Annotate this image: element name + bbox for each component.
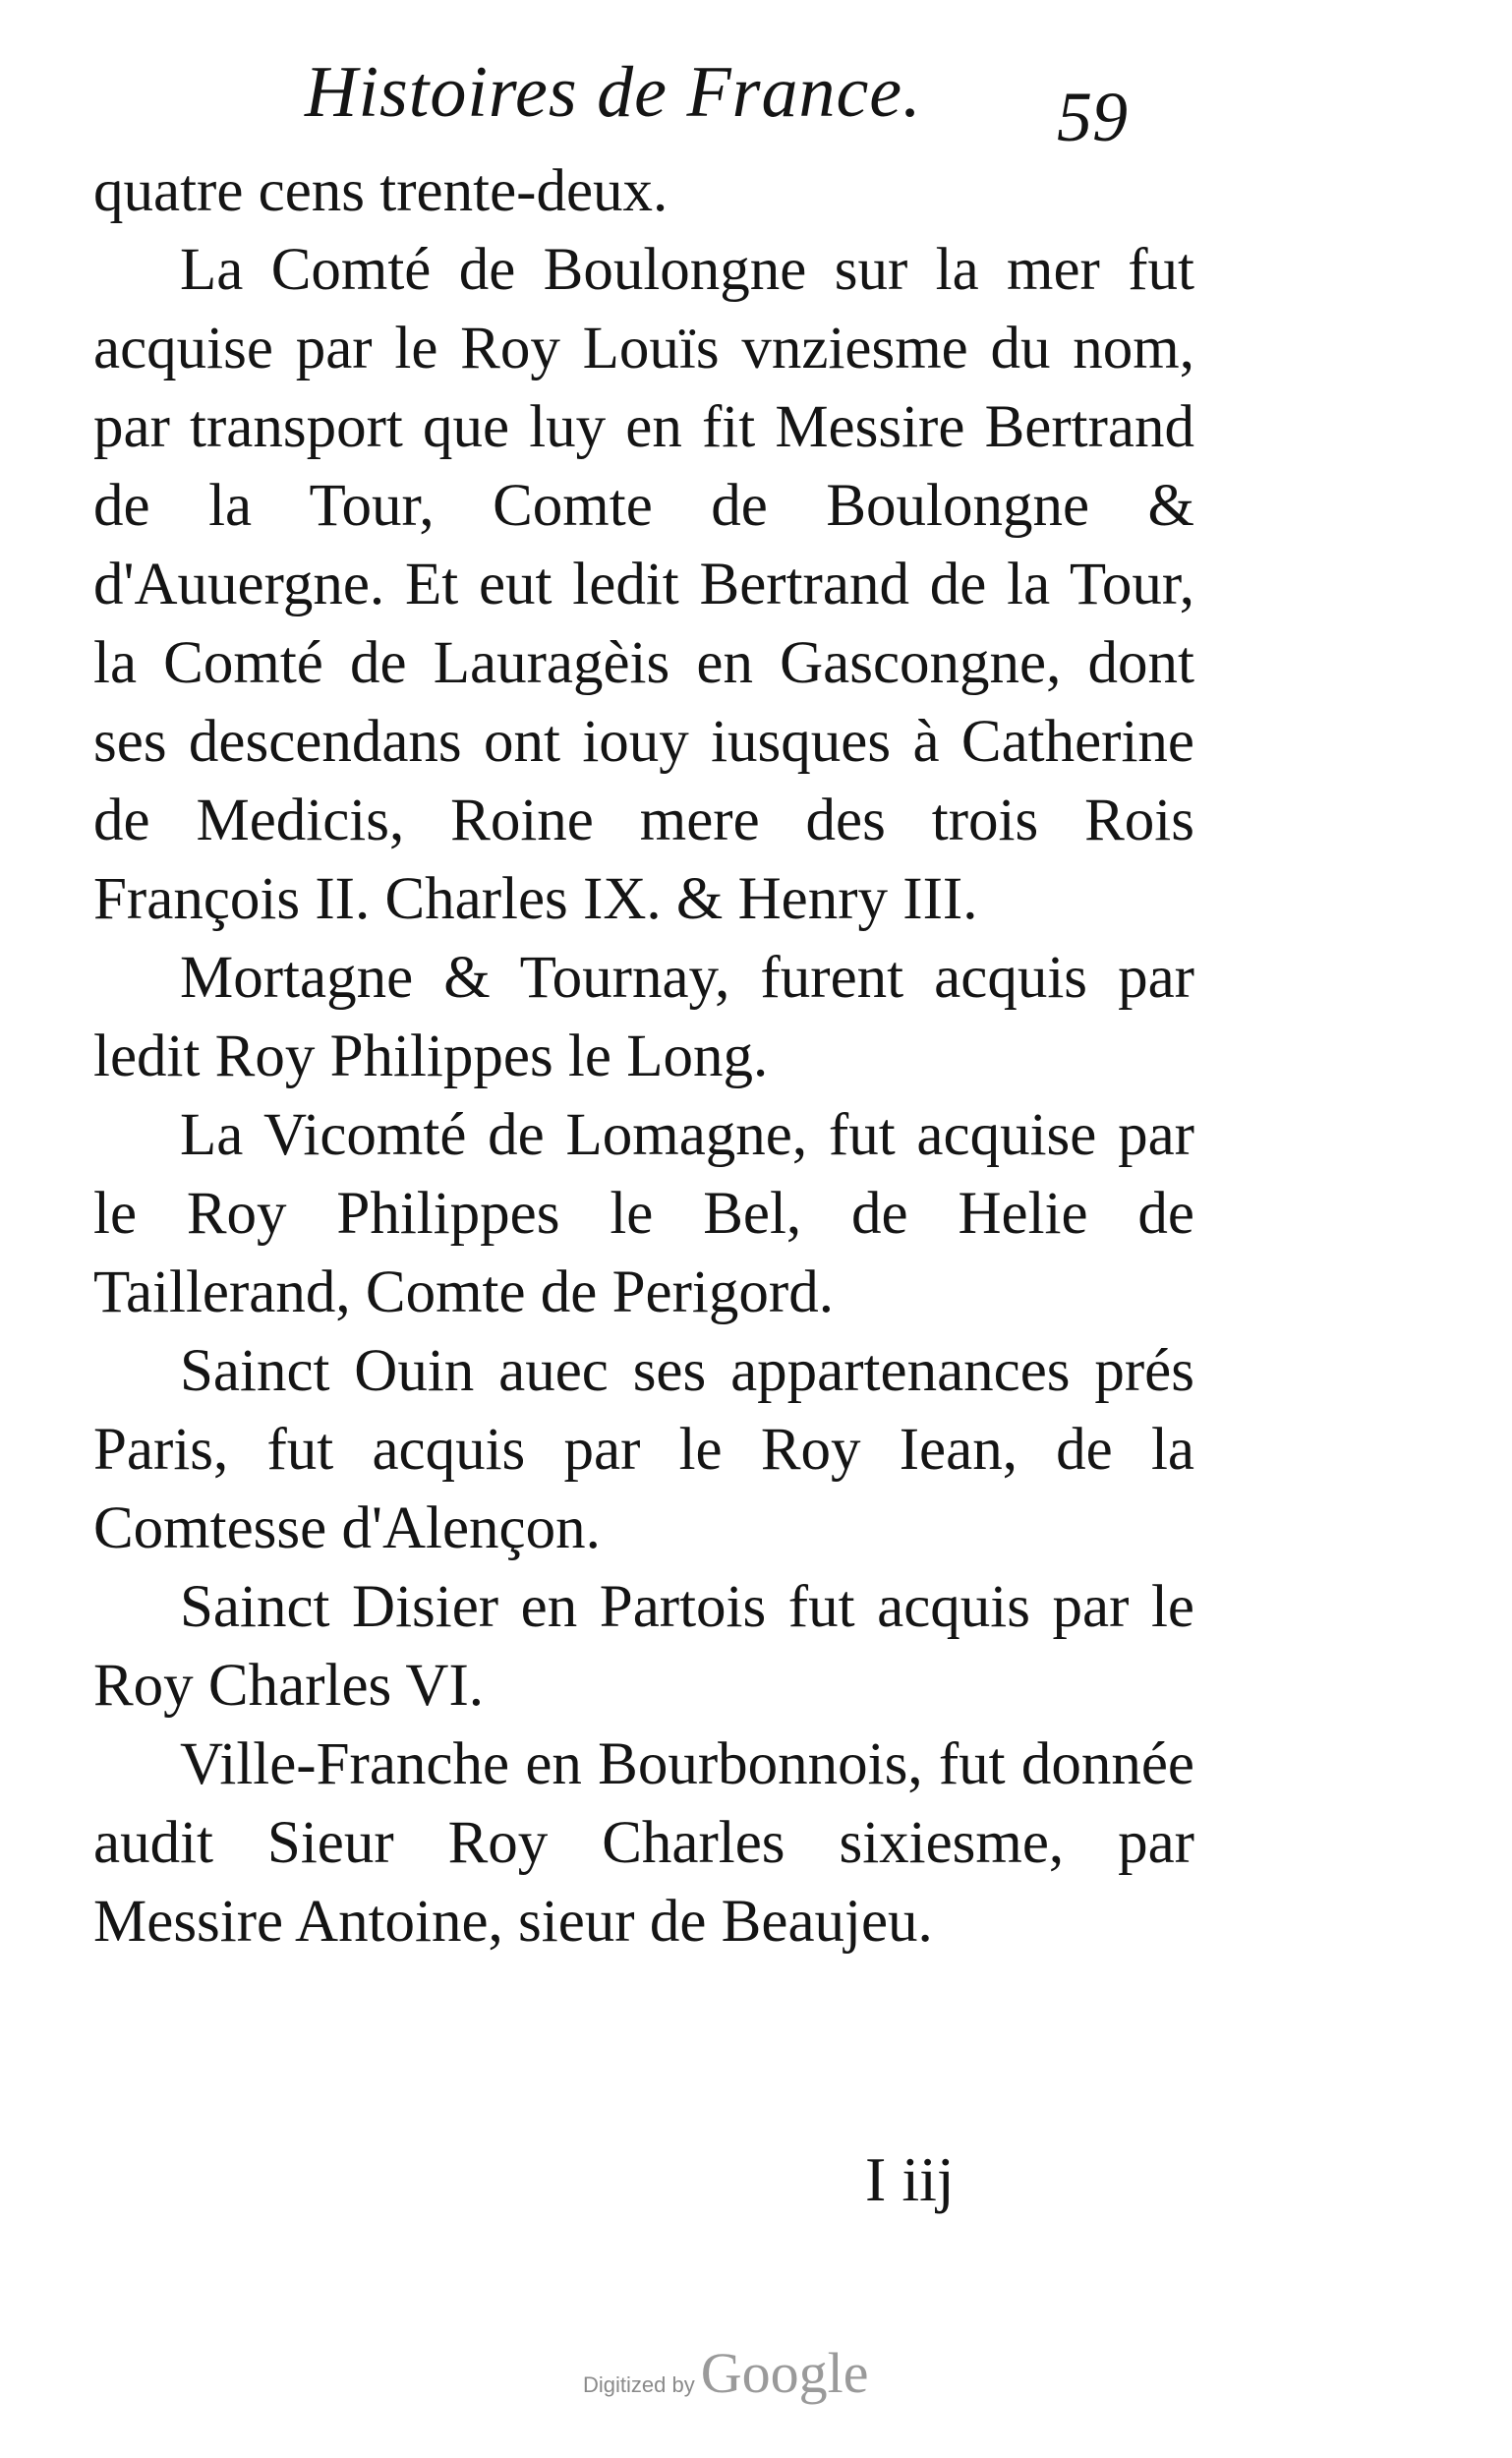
google-logo: Google — [700, 2341, 869, 2405]
paragraph: quatre cens trente-deux. — [93, 158, 669, 224]
signature-mark: I iij — [865, 2144, 955, 2214]
paragraph: Ville-Franche en Bourbonnois, fut donnée audit Sieur Roy Charles sixiesme, par Messire Antoine, sieur de Beaujeu. — [93, 1731, 1194, 1955]
body-text — [93, 152, 1194, 1961]
paragraph: Mortagne & Tournay, furent acquis par ledit Roy Philippes le Long. — [93, 945, 1194, 1089]
paragraph: La Comté de Boulongne sur la mer fut acquise par le Roy Louïs vnziesme du nom, par transport que luy en fit Messire Bertrand de la Tour, Comte de Boulongne & d'Auuergne. Et eut ledit Bertrand de la Tour, la Comté de Lauragèis en Gascongne, dont ses descendans ont iouy iusques à Catherine de Medicis, Roine mere des trois Rois François II. Charles IX. & Henry III. — [93, 237, 1194, 932]
paragraph: Sainct Ouin auec ses appartenances prés Paris, fut acquis par le Roy Iean, de la Comtesse d'Alençon. — [93, 1338, 1194, 1561]
watermark-prefix: Digitized by — [583, 2372, 695, 2397]
paragraph: Sainct Disier en Partois fut acquis par le Roy Charles VI. — [93, 1574, 1194, 1719]
page-number: 59 — [1057, 78, 1128, 156]
paragraph: La Vicomté de Lomagne, fut acquise par le Roy Philippes le Bel, de Helie de Taillerand, Comte de Perigord. — [93, 1102, 1194, 1325]
digitization-watermark — [583, 2340, 868, 2406]
running-head: Histoires de France. — [305, 52, 922, 133]
